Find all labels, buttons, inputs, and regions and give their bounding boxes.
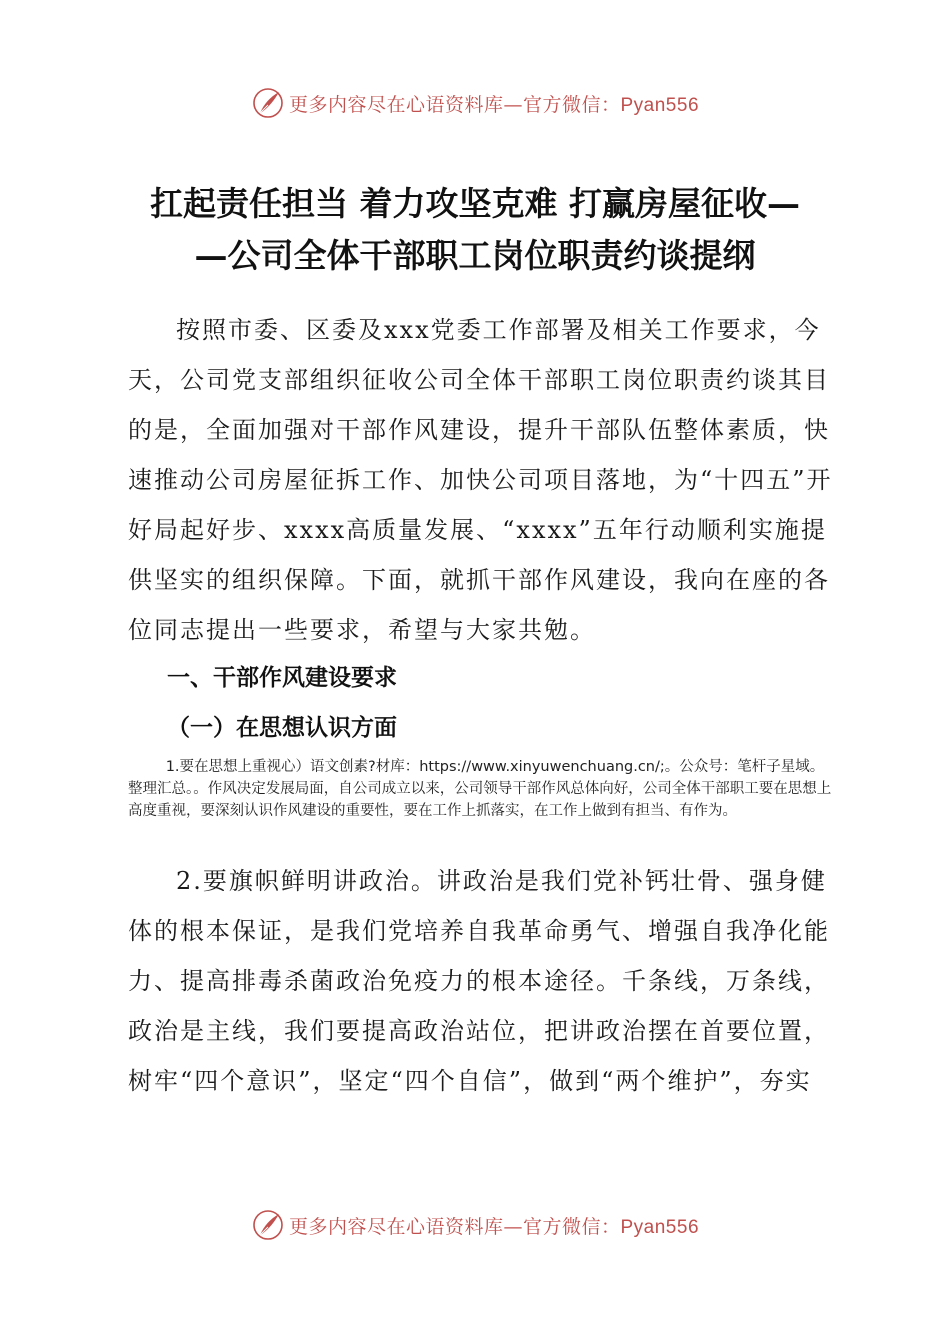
item-2-text: 2.要旗帜鲜明讲政治。讲政治是我们党补钙壮骨、强身健体的根本保证，是我们党培养自我革命勇气、增强自我净化能力、提高排毒杀菌政治免疫力的根本途径。千条线，万条线，政治是主线，我们要提高政治站位，把讲政治摆在首要位置，树牢“四个意识”，坚定“四个自信”，做到“两个维护”，夯实 [128,867,830,1095]
watermark-wechat-id: Pyan556 [620,1216,700,1238]
watermark-text: 更多内容尽在心语资料库—官方微信：Pyan556 [288,93,700,116]
title-line-2: —公司全体干部职工岗位职责约谈提纲 [194,236,756,275]
item-1-paragraph: 1.要在思想上重视心）语文创素?材库：https://www.xinyuwenchuang.cn/;。公众号：笔杆子星域。整理汇总。。作风决定发展局面，自公司成立以来，公司领导干部作风总体向好，公司全体干部职工要在思想上高度重视，要深刻认识作风建设的重要性，要在工作上抓落实，在工作上做到有担当、有作为。 [128,759,832,819]
subsection-heading: （一）在思想认识方面 [167,715,397,741]
feather-pen-logo-icon [251,1208,285,1242]
document-title [120,178,830,282]
intro-text: 按照市委、区委及xxx党委工作部署及相关工作要求，今天，公司党支部组织征收公司全体干部职工岗位职责约谈其目的是，全面加强对干部作风建设，提升干部队伍整体素质，快速推动公司房屋征拆工作、加快公司项目落地，为“十四五”开好局起好步、xxxx高质量发展、“xxxx”五年行动顺利实施提供坚实的组织保障。下面，就抓干部作风建设，我向在座的各位同志提出一些要求，希望与大家共勉。 [128,316,833,644]
section-heading: 一、干部作风建设要求 [167,665,397,691]
header-watermark [0,86,950,120]
intro-paragraph [128,305,833,655]
footer-watermark [0,1208,950,1242]
watermark-wechat-id: Pyan556 [620,94,700,116]
item-2-paragraph [128,856,833,1106]
title-line-1: 扛起责任担当 着力攻坚克难 打赢房屋征收— [150,184,800,223]
feather-pen-logo-icon [251,86,285,120]
watermark-text: 更多内容尽在心语资料库—官方微信：Pyan556 [288,1215,700,1238]
